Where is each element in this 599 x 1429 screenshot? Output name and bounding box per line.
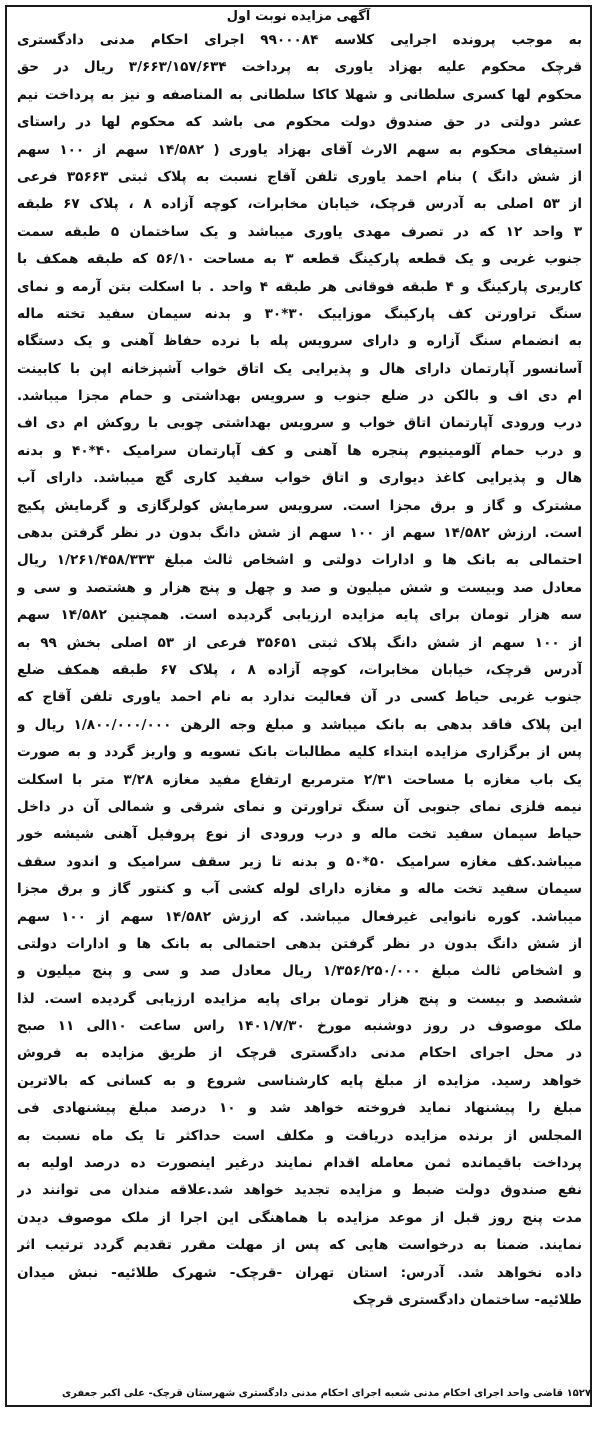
notice-text-line: از ۵۳ اصلی به آدرس قرچک، خیابان مخابرات، کوچه آزاده ۸ ، پلاک ۶۷ طبقه <box>17 196 582 213</box>
notice-text-line: محکوم لها کسری سلطانی و شهلا کاکا سلطانی به المناصفه و نیز به پرداخت نیم <box>17 86 582 103</box>
notice-text-line: ملک موصوف در روز دوشنبه مورخ ۱۴۰۱/۷/۳۰ راس ساعت ۱۰الی ۱۱ صبح <box>17 1018 582 1035</box>
notice-text-line: نیمه فلزی نمای جنوبی آن سنگ تراورتن و نمای شرقی و شمالی آن در داخل <box>17 798 582 815</box>
notice-text-line: خواهد رسید. مزایده از مبلغ پایه کارشناسی شروع و به کسانی که بالاترین <box>17 1072 582 1089</box>
notice-text-line: به انضمام سنگ آزاره و دارای سرویس پله با نرده حفاظ آهنی و یک دستگاه <box>17 333 582 350</box>
notice-text-line: عشر دولتی در حق صندوق دولت محکوم می باشد که محکوم لها در راستای <box>17 114 582 131</box>
notice-text-line: قرچک محکوم علیه بهزاد یاوری به پرداخت ۳/۶۶۳/۱۵۷/۶۳۴ ریال در حق <box>17 59 582 76</box>
notice-body <box>17 27 582 1314</box>
notice-text-line: است. ارزش ۱۴/۵۸۲ سهم از ۱۰۰ سهم از شش دانگ بدون در نظر گرفتن بدهی <box>17 525 582 542</box>
notice-text-line: این پلاک فاقد بدهی به بانک میباشد و مبلغ وجه الرهن ۱/۸۰۰/۰۰۰/۰۰۰ ریال و <box>17 716 582 733</box>
notice-text-line: معادل صد وبیست و شش میلیون و صد و چهل و پنج هزار و هشتصد و سی و <box>17 579 582 596</box>
notice-text-line: از شش دانگ ) بنام احمد یاوری تلفن آقاج نسبت به پلاک ثبتی ۳۵۶۶۳ فرعی <box>17 168 582 185</box>
notice-text-line: حیاط سیمان سفید تخت ماله و درب ورودی از نوع پروفیل آهنی شیشه خور <box>17 826 582 843</box>
notice-text-line: نمایند. ضمنا به درخواست هایی که پس از مهلت مقرر تقدیم گردد ترتیب اثر <box>17 1237 582 1254</box>
notice-title: آگهی مزایده نوبت اول <box>226 9 371 24</box>
notice-text-line: المجلس از برنده مزایده دریافت و مکلف است حداکثر تا یک ماه نسبت به <box>17 1127 582 1144</box>
notice-footer: ۱۵۲۷ قاضی واحد اجرای احکام مدنی شعبه اجرای احکام مدنی دادگستری شهرستان قرچک- علی اکبر جعفری <box>61 1388 591 1399</box>
notice-text-line: نفع صندوق دولت ضبط و مزایده تجدید خواهد شد.علاقه مندان می توانند در <box>17 1182 582 1199</box>
notice-text-line: کاربری پارکینگ و ۴ طبقه فوقانی هر طبقه ۴ واحد . با اسکلت بتن آرمه و نمای <box>17 278 582 295</box>
notice-text-line: از ۱۰۰ سهم از شش دانگ پلاک ثبتی ۳۵۶۵۱ فرعی از ۵۳ اصلی بخش ۹۹ به <box>17 634 582 651</box>
notice-text-line: هال و پذیرایی کاغذ دیواری و اتاق خواب سفید کاری گچ میباشد. دارای آب <box>17 470 582 487</box>
notice-text-line: و اشخاص ثالث مبلغ ۱/۳۵۶/۲۵۰/۰۰۰ ریال معادل صد و سی و پنج میلیون و <box>17 963 582 980</box>
notice-text-line: در محل اجرای احکام مدنی دادگستری قرچک از طریق مزایده به فروش <box>17 1045 582 1062</box>
notice-text-line: استیفای محکوم به سهم الارث آقای بهزاد یاوری ( ۱۴/۵۸۲ سهم از ۱۰۰ سهم <box>17 141 582 158</box>
notice-text-line: سنگ تراورتن کف پارکینگ موزاییک ۳۰*۳۰ و بدنه سیمان سفید تخته ماله <box>17 305 582 322</box>
notice-text-line: میباشد. کوره نانوایی غیرفعال میباشد. که ارزش ۱۴/۵۸۲ سهم از ۱۰۰ سهم <box>17 908 582 925</box>
notice-text-line: ششصد و بیست و پنج هزار تومان برای پایه مزایده ارزیابی گردیده است. لذا <box>17 990 582 1007</box>
notice-text-line: جنوب غربی حیاط کسی در آن فعالیت ندارد به نام احمد یاوری تلفن آقاج که <box>17 689 582 706</box>
notice-text-line: آدرس قرچک، خیابان مخابرات، کوچه آزاده ۸ ، پلاک ۶۷ طبقه همکف ضلع <box>17 661 582 678</box>
notice-text-line: پرداخت باقیمانده ثمن معامله اقدام نمایند درغیر اینصورت ده درصد اولیه به <box>17 1155 582 1172</box>
notice-text-line: به موجب پرونده اجرایی کلاسه ۹۹۰۰۰۸۴ اجرای احکام مدنی دادگستری <box>17 32 582 48</box>
notice-text-line: و درب حمام آلومینیوم پنجره ها آهنی و کف آپارتمان سرامیک ۴۰*۴۰ و بدنه <box>17 442 582 459</box>
notice-text-line: آسانسور آپارتمان دارای هال و پذیرایی یک اتاق خواب آشپزخانه اپن با کابینت <box>17 360 582 377</box>
notice-frame <box>5 5 592 1407</box>
notice-text-line: از شش دانگ بدون در نظر گرفتن بدهی احتمالی به بانک ها و ادارات دولتی <box>17 935 582 952</box>
notice-text-line: درب ورودی آپارتمان اتاق خواب و سرویس بهداشتی چوبی با روکش ام دی اف <box>17 415 582 432</box>
notice-text-line: ام دی اف و بالکن در ضلع جنوب و سرویس بهداشتی و حمام مجزا میباشد. <box>17 388 582 405</box>
notice-text-line: ۳ واحد ۱۲ که در تصرف مهدی یاوری میباشد و یک ساختمان ۵ طبقه سمت <box>17 223 582 240</box>
notice-text-line: جنوب غربی و یک قطعه پارکینگ قطعه ۳ به مساحت ۵۶/۱۰ که طبقه همکف با <box>17 251 582 268</box>
notice-text-line: پس از برگزاری مزایده ابتداء کلیه مطالبات بانک تسویه و واریز گردد و به صورت <box>17 744 582 761</box>
notice-text-line: مشترک و گاز و برق مجزا است. سرویس سرمایش کولرگازی و گرمایش پکیج <box>17 497 582 514</box>
notice-text-line: میباشد.کف مغازه سرامیک ۵۰*۵۰ و بدنه تا زیر سقف سرامیک و اندود سقف <box>17 853 582 870</box>
notice-text-line: سه هزار تومان برای پایه مزایده ارزیابی گردیده است. همچنین ۱۴/۵۸۲ سهم <box>17 607 582 624</box>
notice-text-line: طلائیه- ساختمان دادگستری قرچک <box>352 1291 582 1308</box>
notice-text-line: داده نخواهد شد. آدرس: استان تهران -قرچک- شهرک طلائیه- نبش میدان <box>17 1264 582 1281</box>
notice-text-line: مدت پنج روز قبل از موعد مزایده با هماهنگی این اجرا از ملک موصوف دیدن <box>17 1209 582 1226</box>
notice-text-line: یک باب مغازه با مساحت ۲/۳۱ مترمربع ارتفاع مفید مغازه ۳/۲۸ متر با اسکلت <box>17 771 582 788</box>
notice-text-line: مبلغ را پیشنهاد نماید فروخته خواهد شد و ۱۰ درصد مبلغ پیشنهادی فی <box>17 1100 582 1117</box>
notice-text-line: احتمالی به بانک ها و ادارات دولتی و اشخاص ثالث مبلغ ۱/۲۶۱/۴۵۸/۳۳۳ ریال <box>17 552 582 569</box>
notice-text-line: سیمان سفید تخت ماله و مغازه دارای لوله کشی آب و کنتور گاز و برق مجزا <box>17 881 582 898</box>
